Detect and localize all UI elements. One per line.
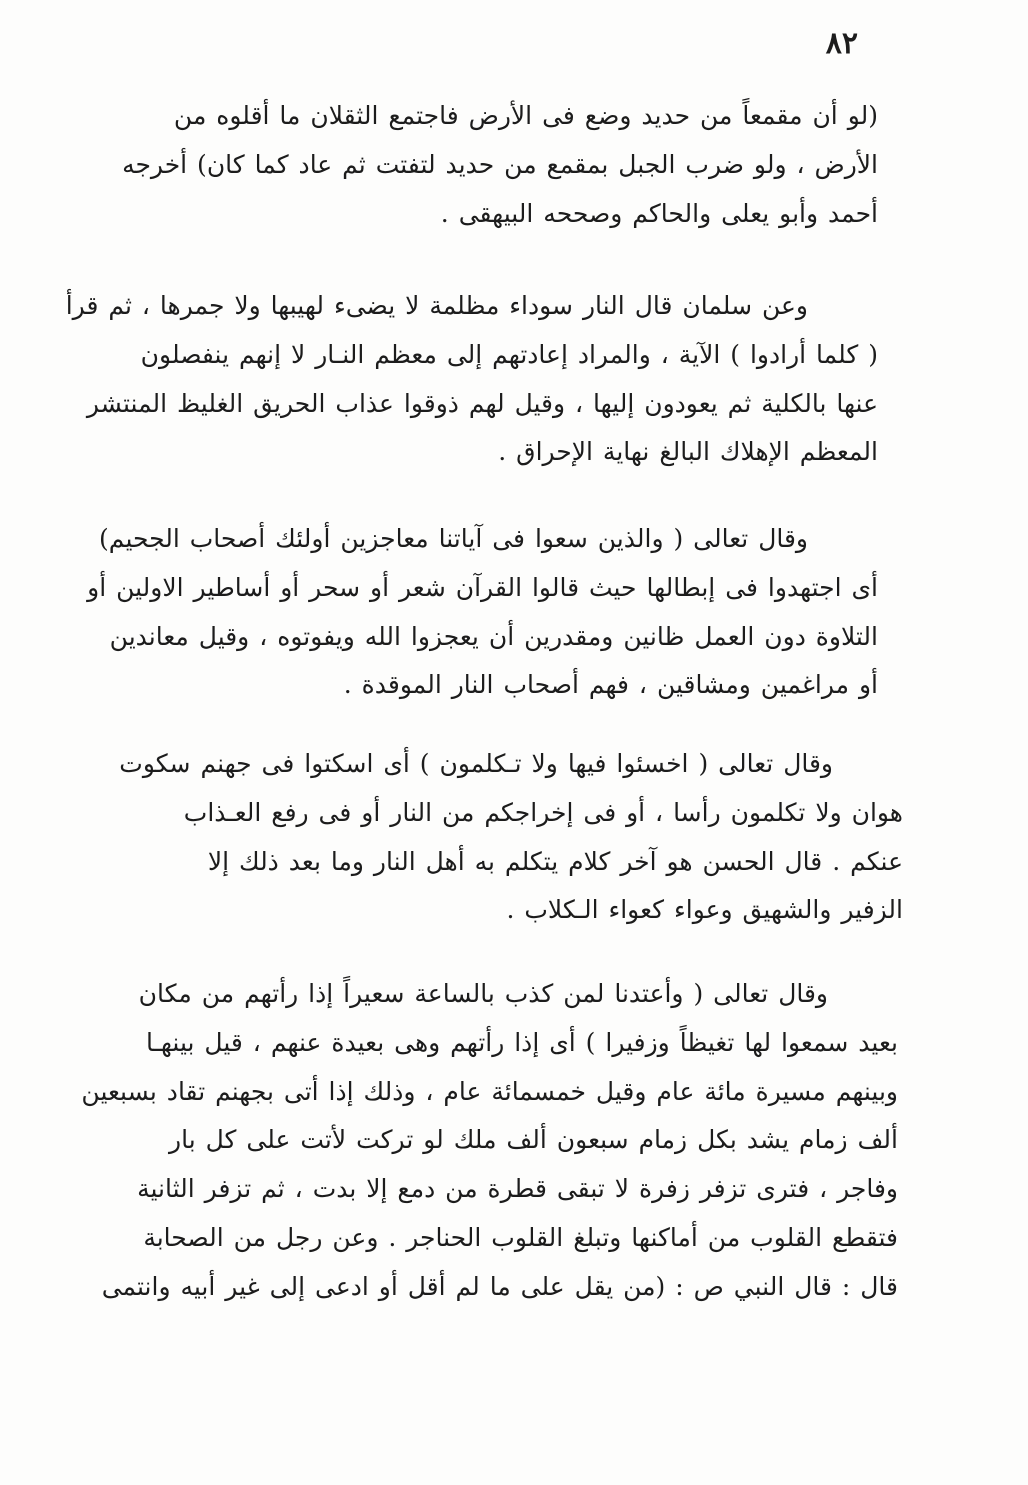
text-line: الزفير والشهيق وعواء كعواء الـكلاب .: [506, 895, 903, 925]
paragraph: [87, 515, 878, 710]
paragraph: [122, 92, 878, 238]
paragraph: [65, 282, 878, 477]
text-line: (لو أن مقمعاً من حديد وضع فى الأرض فاجتمع الثقلان ما أقلوه من: [173, 101, 878, 130]
text-line: وقال تعالى ( اخسئوا فيها ولا تـكلمون ) أى اسكتوا فى جهنم سكوت: [119, 749, 833, 778]
text-line: الأرض ، ولو ضرب الجبل بمقمع من حديد لتفتت ثم عاد كما كان) أخرجه: [122, 149, 878, 179]
text-line: فتقطع القلوب من أماكنها وتبلغ القلوب الحناجر . وعن رجل من الصحابة: [143, 1222, 898, 1252]
text-line: هوان ولا تكلمون رأسا ، أو فى إخراجكم من النار أو فى رفع العـذاب: [183, 797, 903, 827]
text-line: قال : قال النبي ص : (من يقل على ما لم أقل أو ادعى إلى غير أبيه وانتمى: [101, 1271, 898, 1301]
text-line: بعيد سمعوا لها تغيظاً وزفيرا ) أى إذا رأتهم وهى بعيدة عنهم ، قيل بينهـا: [145, 1027, 898, 1057]
text-line: المعظم الإهلاك البالغ نهاية الإحراق .: [498, 437, 878, 467]
text-line: وقال تعالى ( وأعتدنا لمن كذب بالساعة سعيراً إذا رأتهم من مكان: [138, 979, 828, 1008]
page-number: ٨٢: [825, 26, 858, 61]
text-line: التلاوة دون العمل ظانين ومقدرين أن يعجزوا الله ويفوتوه ، وقيل معاندين: [109, 621, 878, 651]
paragraph: [119, 740, 903, 935]
paragraph: [81, 970, 898, 1311]
text-line: ألف زمام يشد بكل زمام سبعون ألف ملك لو تركت لأتت على كل بار: [169, 1125, 898, 1155]
text-line: عنها بالكلية ثم يعودون إليها ، وقيل لهم ذوقوا عذاب الحريق الغليظ المنتشر: [86, 388, 878, 418]
text-line: أو مراغمين ومشاقين ، فهم أصحاب النار الموقدة .: [343, 670, 878, 700]
text-line: أحمد وأبو يعلى والحاكم وصححه البيهقى .: [440, 198, 878, 228]
text-line: وبينهم مسيرة مائة عام وقيل خمسمائة عام ، وذلك إذا أتى بجهنم تقاد بسبعين: [81, 1076, 898, 1106]
text-line: ( كلما أرادوا ) الآية ، والمراد إعادتهم إلى معظم النـار لا إنهم ينفصلون: [140, 339, 878, 369]
text-line: عنكم . قال الحسن هو آخر كلام يتكلم به أهل النار وما بعد ذلك إلا: [207, 846, 903, 876]
text-line: وفاجر ، فترى تزفر زفرة لا تبقى قطرة من دمع إلا بدت ، ثم تزفر الثانية: [137, 1174, 898, 1203]
text-line: وقال تعالى ( والذين سعوا فى آياتنا معاجزين أولئك أصحاب الجحيم): [99, 524, 808, 553]
text-line: وعن سلمان قال النار سوداء مظلمة لا يضىء لهيبها ولا جمرها ، ثم قرأ: [65, 291, 808, 320]
text-line: أى اجتهدوا فى إبطالها حيث قالوا القرآن شعر أو سحر أو أساطير الاولين أو: [87, 572, 878, 602]
